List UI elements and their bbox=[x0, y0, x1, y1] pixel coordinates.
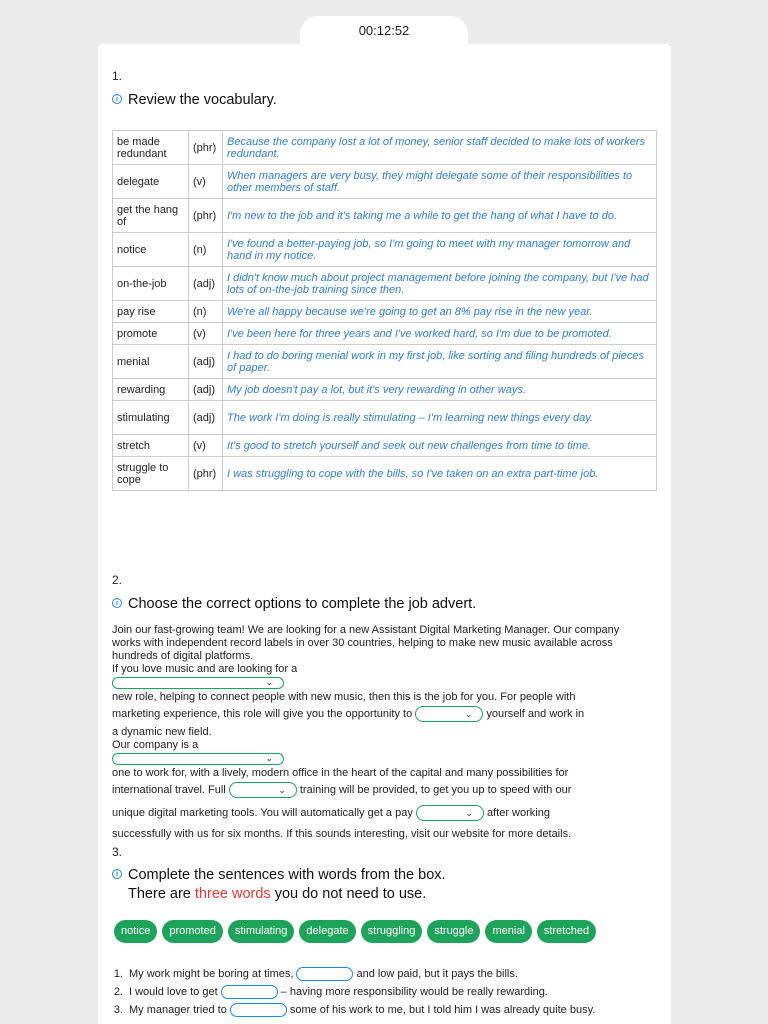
dropdown-2[interactable] bbox=[415, 706, 483, 722]
advert-text: unique digital marketing tools. You will automatically get a pay bbox=[112, 806, 413, 819]
chevron-down-icon: ⌄ bbox=[464, 709, 473, 719]
dropdown-5[interactable] bbox=[416, 805, 484, 821]
vocab-pos: (adj) bbox=[189, 345, 223, 379]
vocab-word: rewarding bbox=[113, 379, 189, 401]
answer-input[interactable] bbox=[230, 1003, 287, 1017]
vocab-pos: (v) bbox=[189, 323, 223, 345]
sentence-text-pre: My work might be boring at times, bbox=[129, 968, 294, 980]
vocab-word: pay rise bbox=[113, 301, 189, 323]
answer-input[interactable] bbox=[296, 967, 353, 981]
vocab-row bbox=[113, 457, 657, 491]
vocab-pos: (v) bbox=[189, 435, 223, 457]
word-chip[interactable]: stimulating bbox=[228, 920, 295, 943]
advert-text: one to work for, with a lively, modern office in the heart of the capital and many possibilities for bbox=[112, 767, 569, 779]
info-icon[interactable]: i bbox=[112, 94, 122, 104]
vocab-example: Because the company lost a lot of money, senior staff decided to make lots of workers redundant. bbox=[223, 131, 657, 165]
vocab-example: We're all happy because we're going to get an 8% pay rise in the new year. bbox=[223, 301, 657, 323]
word-chip[interactable]: promoted bbox=[162, 920, 222, 943]
instruction-3 bbox=[112, 867, 446, 902]
word-chip[interactable]: notice bbox=[114, 920, 157, 943]
vocab-word: get the hang of bbox=[113, 199, 189, 233]
dropdown-1[interactable] bbox=[112, 677, 284, 689]
word-box bbox=[114, 920, 596, 943]
instruction-text: Review the vocabulary. bbox=[128, 92, 277, 108]
sentence-list bbox=[108, 965, 595, 1019]
vocab-row bbox=[113, 379, 657, 401]
advert-text: yourself and work in bbox=[486, 707, 585, 720]
word-chip[interactable]: menial bbox=[485, 920, 531, 943]
vocab-pos: (phr) bbox=[189, 131, 223, 165]
sentence-text-pre: My manager tried to bbox=[129, 1004, 227, 1016]
sentence-item bbox=[108, 1001, 595, 1019]
sentence-text-post: some of his work to me, but I told him I was already quite busy. bbox=[289, 1004, 596, 1016]
instruction-text bbox=[128, 867, 446, 902]
advert-line bbox=[112, 782, 642, 798]
advert-line bbox=[112, 805, 642, 821]
job-advert bbox=[112, 624, 642, 841]
vocab-example: It's good to stretch yourself and seek out new challenges from time to time. bbox=[223, 435, 657, 457]
question-number-2: 2. bbox=[112, 573, 123, 587]
advert-text: marketing experience, this role will give you the opportunity to bbox=[112, 707, 413, 720]
chevron-down-icon: ⌄ bbox=[265, 677, 273, 687]
vocab-example: My job doesn't pay a lot, but it's very rewarding in other ways. bbox=[223, 379, 657, 401]
advert-text: Our company is a bbox=[112, 739, 199, 751]
word-chip[interactable]: stretched bbox=[537, 920, 596, 943]
vocab-row bbox=[113, 199, 657, 233]
advert-text: a dynamic new field. bbox=[112, 726, 212, 738]
vocab-word: struggle to cope bbox=[113, 457, 189, 491]
instruction-line-2 bbox=[128, 886, 446, 902]
chevron-down-icon: ⌄ bbox=[265, 753, 273, 763]
vocab-word: notice bbox=[113, 233, 189, 267]
instruction-2 bbox=[112, 596, 476, 612]
instruction-text: Choose the correct options to complete the job advert. bbox=[128, 596, 477, 612]
vocab-word: menial bbox=[113, 345, 189, 379]
vocab-pos: (adj) bbox=[189, 401, 223, 435]
instruction-post: you do not need to use. bbox=[270, 886, 427, 902]
info-icon[interactable]: i bbox=[112, 869, 122, 879]
vocab-word: stretch bbox=[113, 435, 189, 457]
instruction-1 bbox=[112, 92, 277, 108]
vocab-pos: (adj) bbox=[189, 379, 223, 401]
chevron-down-icon: ⌄ bbox=[465, 808, 473, 818]
vocab-row bbox=[113, 401, 657, 435]
vocab-example: I'm new to the job and it's taking me a while to get the hang of what I have to do. bbox=[223, 199, 657, 233]
vocab-example: I had to do boring menial work in my first job, like sorting and filing hundreds of pieces of paper. bbox=[223, 345, 657, 379]
sentence-text-pre: I would love to get bbox=[129, 986, 218, 998]
word-chip[interactable]: struggling bbox=[361, 920, 423, 943]
instruction-line-1: Complete the sentences with words from the box. bbox=[128, 867, 446, 883]
vocab-example: I was struggling to cope with the bills, so I've taken on an extra part-time job. bbox=[223, 457, 657, 491]
vocab-row bbox=[113, 131, 657, 165]
vocab-row bbox=[113, 165, 657, 199]
vocab-example: The work I'm doing is really stimulating – I'm learning new things every day. bbox=[223, 401, 657, 435]
advert-text: successfully with us for six months. If this sounds interesting, visit our website for more details. bbox=[112, 828, 572, 840]
advert-text: after working bbox=[486, 806, 550, 819]
sentence-text-post: and low paid, but it pays the bills. bbox=[356, 968, 518, 980]
vocab-pos: (v) bbox=[189, 165, 223, 199]
question-number-1: 1. bbox=[112, 69, 123, 83]
advert-text: If you love music and are looking for a bbox=[112, 663, 298, 675]
vocab-row bbox=[113, 233, 657, 267]
advert-text: training will be provided, to get you up to speed with our bbox=[299, 783, 572, 796]
timer: 00:12:52 bbox=[300, 16, 468, 48]
sentence-item bbox=[108, 983, 595, 1001]
vocab-example: I've found a better-paying job, so I'm going to meet with my manager tomorrow and hand in my notice. bbox=[223, 233, 657, 267]
advert-text: international travel. Full bbox=[112, 783, 226, 796]
vocab-pos: (n) bbox=[189, 301, 223, 323]
vocabulary-table bbox=[112, 130, 657, 491]
vocab-row bbox=[113, 345, 657, 379]
word-chip[interactable]: struggle bbox=[427, 920, 480, 943]
vocab-word: stimulating bbox=[113, 401, 189, 435]
vocab-word: promote bbox=[113, 323, 189, 345]
vocab-row bbox=[113, 301, 657, 323]
instruction-pre: There are bbox=[128, 886, 195, 902]
vocab-pos: (adj) bbox=[189, 267, 223, 301]
vocab-word: on-the-job bbox=[113, 267, 189, 301]
sentence-number: 2. bbox=[113, 986, 123, 998]
dropdown-4[interactable] bbox=[229, 782, 297, 798]
sentence-number: 1. bbox=[113, 968, 123, 980]
advert-text: new role, helping to connect people with new music, then this is the job for you. For people with bbox=[112, 691, 576, 703]
advert-line bbox=[112, 706, 642, 722]
answer-input[interactable] bbox=[221, 985, 278, 999]
highlight-text: three words bbox=[194, 886, 271, 902]
vocab-row bbox=[113, 267, 657, 301]
sentence-text-post: – having more responsibility would be really rewarding. bbox=[280, 986, 548, 998]
vocab-pos: (phr) bbox=[189, 457, 223, 491]
vocab-example: I didn't know much about project management before joining the company, but I've had lots of on-the-job training since then. bbox=[223, 267, 657, 301]
vocab-row bbox=[113, 323, 657, 345]
vocab-word: be made redundant bbox=[113, 131, 189, 165]
vocab-word: delegate bbox=[113, 165, 189, 199]
advert-paragraph: Join our fast-growing team! We are looking for a new Assistant Digital Marketing Manager. Our company works with independent record labels in over 30 countries, helping to make new music available across hundreds of digital platforms. bbox=[112, 624, 620, 662]
vocab-pos: (n) bbox=[189, 233, 223, 267]
info-icon[interactable]: i bbox=[112, 598, 122, 608]
sentence-number: 3. bbox=[113, 1004, 123, 1016]
dropdown-3[interactable] bbox=[112, 753, 284, 765]
vocab-example: I've been here for three years and I've worked hard, so I'm due to be promoted. bbox=[223, 323, 657, 345]
sentence-item bbox=[108, 965, 595, 983]
chevron-down-icon: ⌄ bbox=[278, 785, 286, 795]
word-chip[interactable]: delegate bbox=[299, 920, 355, 943]
vocab-row bbox=[113, 435, 657, 457]
vocab-pos: (phr) bbox=[189, 199, 223, 233]
question-number-3: 3. bbox=[112, 845, 123, 859]
vocab-example: When managers are very busy, they might delegate some of their responsibilities to other members of staff. bbox=[223, 165, 657, 199]
